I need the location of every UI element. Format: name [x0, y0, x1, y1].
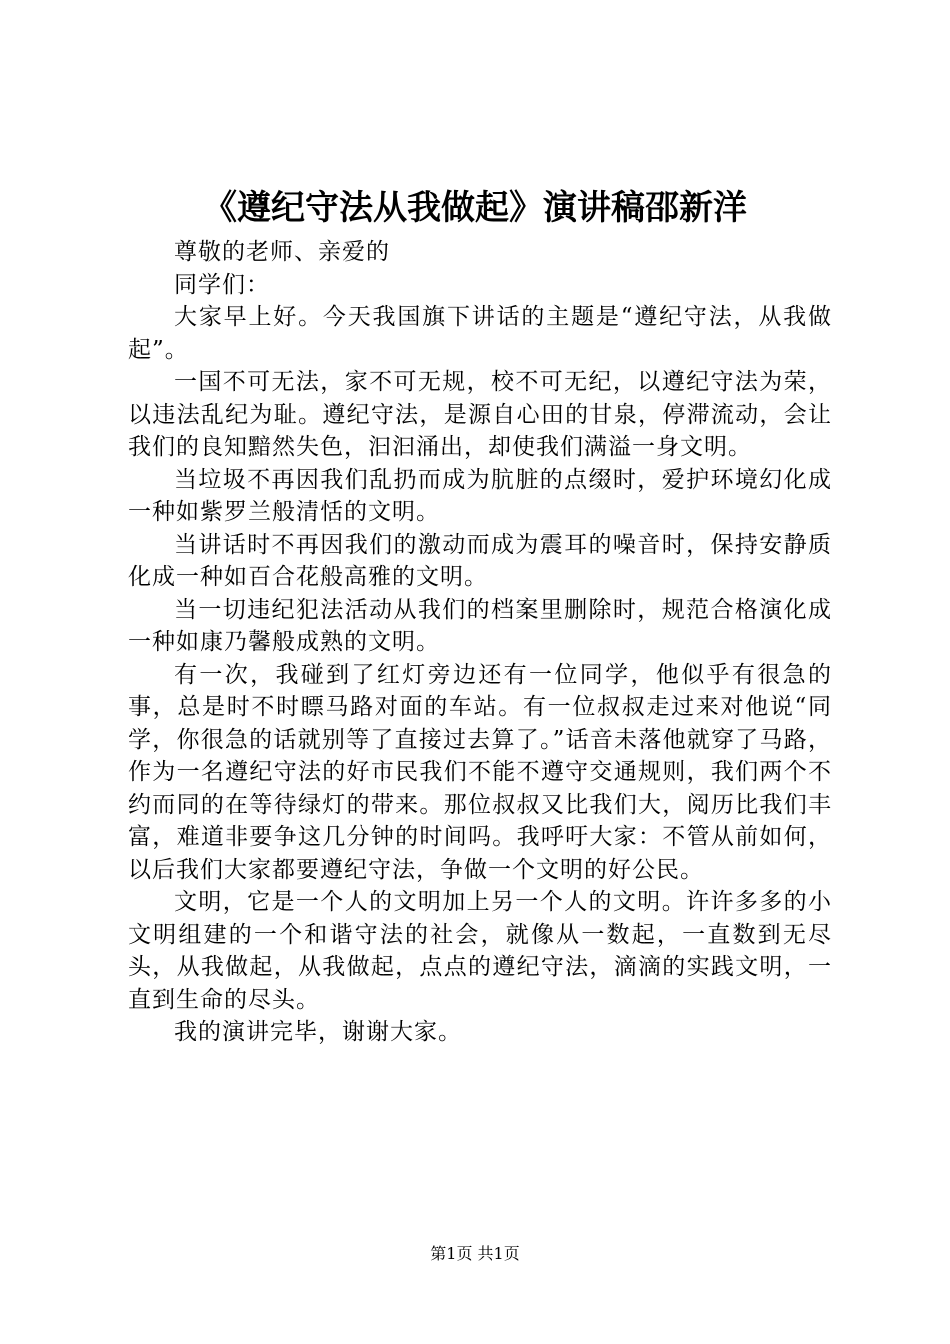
page-number: 第1页 共1页 — [430, 1244, 520, 1263]
document-title: 《遵纪守法从我做起》演讲稿邵新洋 — [203, 188, 747, 228]
document-body — [128, 236, 832, 1049]
paragraph-story: 有一次，我碰到了红灯旁边还有一位同学，他似乎有很急的事，总是时不时瞟马路对面的车站。有一位叔叔走过来对他说“同学，你很急的话就别等了直接过去算了。”话音未落他就穿了马路，作为一名遵纪守法的好市民我们不能不遵守交通规则，我们两个不约而同的在等待绿灯的带来。那位叔叔又比我们大，阅历比我们丰富，难道非要争这几分钟的时间吗。我呼吁大家：不管从前如何，以后我们大家都要遵纪守法，争做一个文明的好公民。 — [128, 661, 832, 883]
paragraph-noise: 当讲话时不再因我们的激动而成为震耳的噪音时，保持安静质化成一种如百合花般高雅的文明。 — [128, 531, 832, 590]
paragraph-civility: 文明，它是一个人的文明加上另一个人的文明。许许多多的小文明组建的一个和谐守法的社会，就像从一数起，一直数到无尽头，从我做起，从我做起，点点的遵纪守法，滴滴的实践文明，一直到生命的尽头。 — [128, 889, 832, 1013]
paragraph-litter: 当垃圾不再因我们乱扔而成为肮脏的点缀时，爱护环境幻化成一种如紫罗兰般清恬的文明。 — [128, 466, 832, 525]
paragraph-greeting: 尊敬的老师、亲爱的 — [174, 239, 390, 265]
paragraph-opening: 大家早上好。今天我国旗下讲话的主题是“遵纪守法，从我做起”。 — [128, 304, 832, 363]
paragraph-closing: 我的演讲完毕，谢谢大家。 — [174, 1019, 462, 1045]
paragraph-discipline: 当一切违纪犯法活动从我们的档案里删除时，规范合格演化成一种如康乃馨般成熟的文明。 — [128, 596, 832, 655]
paragraph-greeting-cont: 同学们： — [174, 271, 270, 298]
paragraph-law: 一国不可无法，家不可无规，校不可无纪，以遵纪守法为荣，以违法乱纪为耻。遵纪守法，是源自心田的甘泉，停滞流动，会让我们的良知黯然失色，汩汩涌出，却使我们满溢一身文明。 — [128, 369, 832, 460]
